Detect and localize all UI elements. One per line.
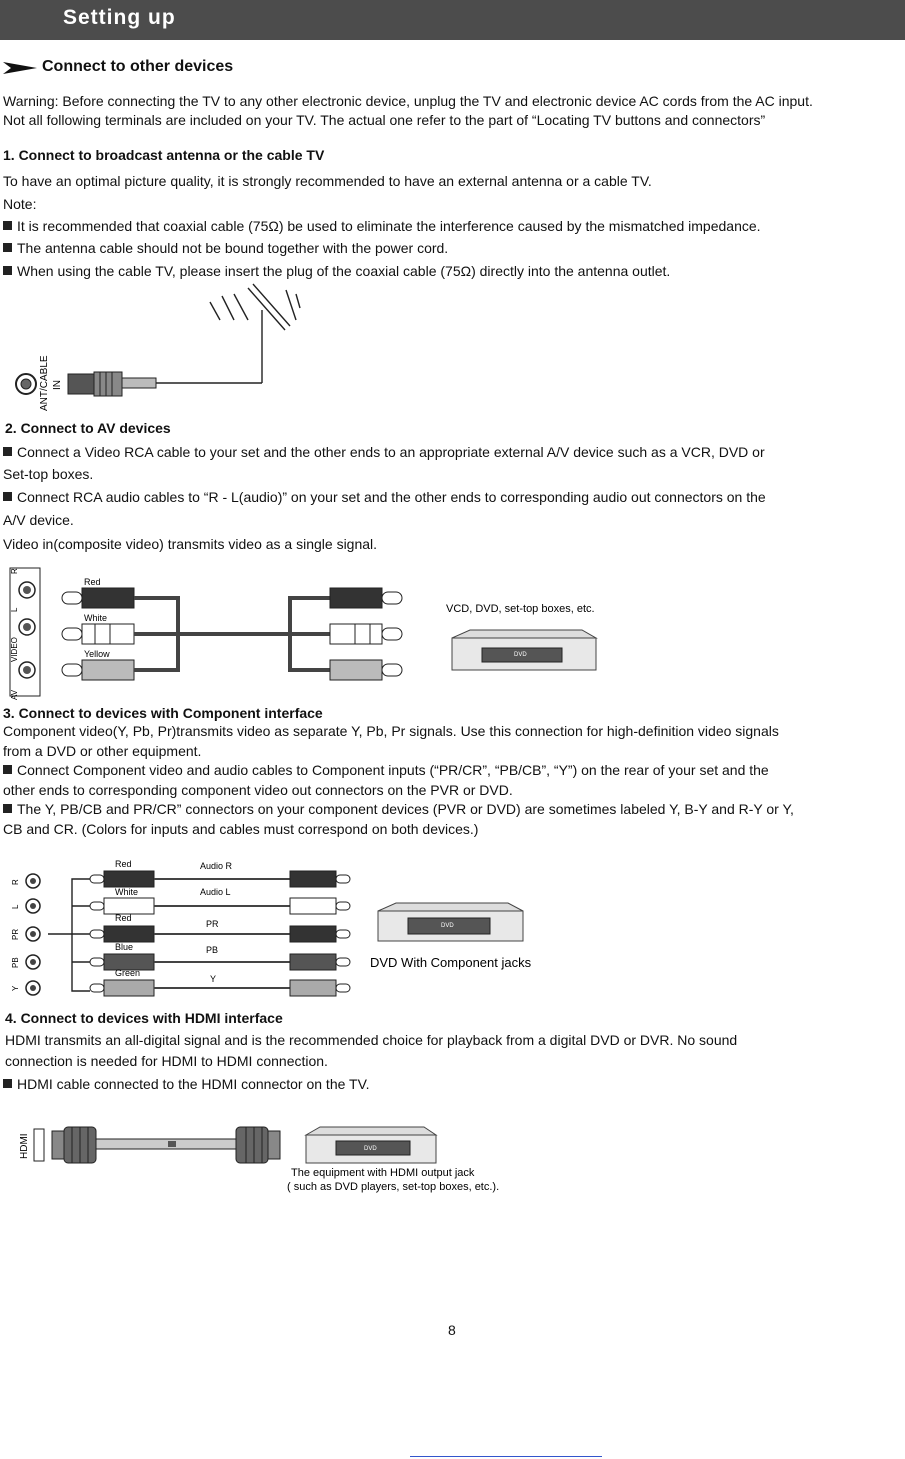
hdmi-heading: 4. Connect to devices with HDMI interface xyxy=(5,1010,283,1026)
component-signal-label: PR xyxy=(206,919,219,929)
dvd-player-icon xyxy=(452,630,596,670)
bullet-square-icon xyxy=(3,221,12,230)
rca-jack-icon xyxy=(19,582,35,598)
dvd-logo-text: DVD xyxy=(364,1146,377,1152)
av-cable-label: Yellow xyxy=(84,649,110,659)
bullet-square-icon xyxy=(3,243,12,252)
av-bullet-cont: A/V device. xyxy=(3,512,74,528)
av-device-label: VCD, DVD, set-top boxes, etc. xyxy=(446,603,595,615)
component-cable-red-audio xyxy=(90,871,350,887)
component-port-label: Y xyxy=(11,985,20,991)
component-signal-label: Audio L xyxy=(200,887,231,897)
component-cable-red-pr xyxy=(90,926,350,942)
bullet-square-icon xyxy=(3,1079,12,1088)
av-port-label: AV xyxy=(10,689,19,700)
rca-plug-white-icon xyxy=(330,624,402,644)
av-bullet: Connect RCA audio cables to “R - L(audio)” on your set and the other ends to corresponding audio out connectors on the xyxy=(3,488,766,507)
hdmi-device-label: ( such as DVD players, set-top boxes, etc.). xyxy=(287,1181,500,1193)
hdmi-device-label: The equipment with HDMI output jack xyxy=(291,1167,475,1179)
av-heading: 2. Connect to AV devices xyxy=(5,420,171,436)
component-cable-label: Red xyxy=(115,859,132,869)
page-header-title: Setting up xyxy=(63,6,176,29)
component-text: Component video(Y, Pb, Pr)transmits video as separate Y, Pb, Pr signals. Use this connection for high-definition video signals xyxy=(3,723,779,739)
antenna-bullet: It is recommended that coaxial cable (75Ω) be used to eliminate the interference caused by the mismatched impedance. xyxy=(3,217,761,236)
component-heading: 3. Connect to devices with Component interface xyxy=(3,705,323,721)
component-signal-label: Y xyxy=(210,974,217,984)
component-text: from a DVD or other equipment. xyxy=(3,743,202,759)
av-cable-label: White xyxy=(84,613,108,623)
av-port-label: L xyxy=(10,607,19,612)
antenna-text: To have an optimal picture quality, it is strongly recommended to have an external antenna or a cable TV. xyxy=(3,173,652,189)
antenna-diagram xyxy=(0,280,320,415)
coaxial-plug-icon xyxy=(68,372,156,396)
bullet-square-icon xyxy=(3,447,12,456)
av-port-label: VIDEO xyxy=(10,637,19,662)
component-bracket xyxy=(48,879,90,991)
dvd-logo-text: DVD xyxy=(514,652,527,658)
hdmi-bullet: HDMI cable connected to the HDMI connector on the TV. xyxy=(3,1075,370,1094)
antenna-jack-icon xyxy=(16,374,36,394)
component-port-label: R xyxy=(11,879,20,885)
dvd-player-icon xyxy=(306,1127,436,1163)
bullet-square-icon xyxy=(3,804,12,813)
antenna-heading: 1. Connect to broadcast antenna or the cable TV xyxy=(3,147,325,163)
component-jack-icon xyxy=(26,927,40,941)
component-port-label: PB xyxy=(11,957,20,968)
component-cable-label: White xyxy=(115,887,139,897)
component-jack-icon xyxy=(26,899,40,913)
component-bullet: The Y, PB/CB and PR/CR” connectors on your component devices (PVR or DVD) are sometimes labeled Y, B-Y and R-Y or Y, xyxy=(3,800,794,819)
av-diagram xyxy=(0,560,620,705)
component-jack-icon xyxy=(26,874,40,888)
antenna-bullet: When using the cable TV, please insert the plug of the coaxial cable (75Ω) directly into the antenna outlet. xyxy=(3,262,670,281)
hdmi-diagram xyxy=(0,1115,560,1200)
component-cable-label: Green xyxy=(115,968,141,978)
component-signal-label: PB xyxy=(206,945,219,955)
component-cable-white-audio xyxy=(90,898,350,914)
rca-jack-icon xyxy=(19,662,35,678)
rca-jack-icon xyxy=(19,619,35,635)
antenna-note-label: Note: xyxy=(3,196,37,212)
component-cable-green-y xyxy=(90,980,350,996)
av-cable-label: Red xyxy=(84,577,101,587)
component-bullet-cont: other ends to corresponding component video out connectors on the PVR or DVD. xyxy=(3,782,513,798)
rca-plug-yellow-icon xyxy=(62,660,134,680)
footer-link-underline xyxy=(410,1456,602,1457)
hdmi-text: connection is needed for HDMI to HDMI connection. xyxy=(5,1053,328,1069)
antenna-icon xyxy=(155,284,300,383)
component-cable-label: Blue xyxy=(115,942,134,952)
av-cable-bundle xyxy=(134,598,330,670)
av-bullet: Connect a Video RCA cable to your set and the other ends to an appropriate external A/V device such as a VCR, DVD or xyxy=(3,443,765,462)
av-text: Video in(composite video) transmits video as a single signal. xyxy=(3,536,378,552)
av-port-label: R xyxy=(10,568,19,574)
antenna-bullet: The antenna cable should not be bound together with the power cord. xyxy=(3,239,448,258)
bullet-square-icon xyxy=(3,266,12,275)
warning-text: Warning: Before connecting the TV to any other electronic device, unplug the TV and electronic device AC cords from the AC input. xyxy=(3,93,813,109)
bullet-square-icon xyxy=(3,492,12,501)
hdmi-port-icon xyxy=(34,1129,44,1161)
dvd-player-icon xyxy=(378,903,523,941)
rca-plug-red-icon xyxy=(330,588,402,608)
component-jack-icon xyxy=(26,955,40,969)
component-jack-icon xyxy=(26,981,40,995)
component-port-label: L xyxy=(11,904,20,909)
hdmi-port-label: HDMI xyxy=(19,1133,30,1159)
component-bullet-cont: CB and CR. (Colors for inputs and cables must correspond on both devices.) xyxy=(3,821,479,837)
rca-plug-red-icon xyxy=(62,588,134,608)
hdmi-text: HDMI transmits an all-digital signal and is the recommended choice for playback from a digital DVD or DVR. No sound xyxy=(5,1032,738,1048)
section-title: Connect to other devices xyxy=(42,58,234,75)
bullet-square-icon xyxy=(3,765,12,774)
arrow-icon xyxy=(3,60,39,76)
av-bullet-cont: Set-top boxes. xyxy=(3,466,94,482)
component-device-label: DVD With Component jacks xyxy=(370,955,532,970)
component-signal-label: Audio R xyxy=(200,861,233,871)
terminals-note: Not all following terminals are included on your TV. The actual one refer to the part of “Locating TV buttons and connectors” xyxy=(3,112,766,128)
page-number: 8 xyxy=(448,1322,456,1338)
component-diagram xyxy=(0,855,600,1005)
antenna-port-label: ANT/CABLE xyxy=(39,355,50,411)
rca-plug-white-icon xyxy=(62,624,134,644)
component-bullet: Connect Component video and audio cables to Component inputs (“PR/CR”, “PB/CB”, “Y”) on the rear of your set and the xyxy=(3,761,769,780)
hdmi-cable-icon xyxy=(52,1127,280,1163)
rca-plug-yellow-icon xyxy=(330,660,402,680)
component-cable-label: Red xyxy=(115,913,132,923)
component-port-label: PR xyxy=(11,928,20,940)
antenna-port-label: IN xyxy=(52,380,63,390)
dvd-logo-text: DVD xyxy=(441,923,454,929)
